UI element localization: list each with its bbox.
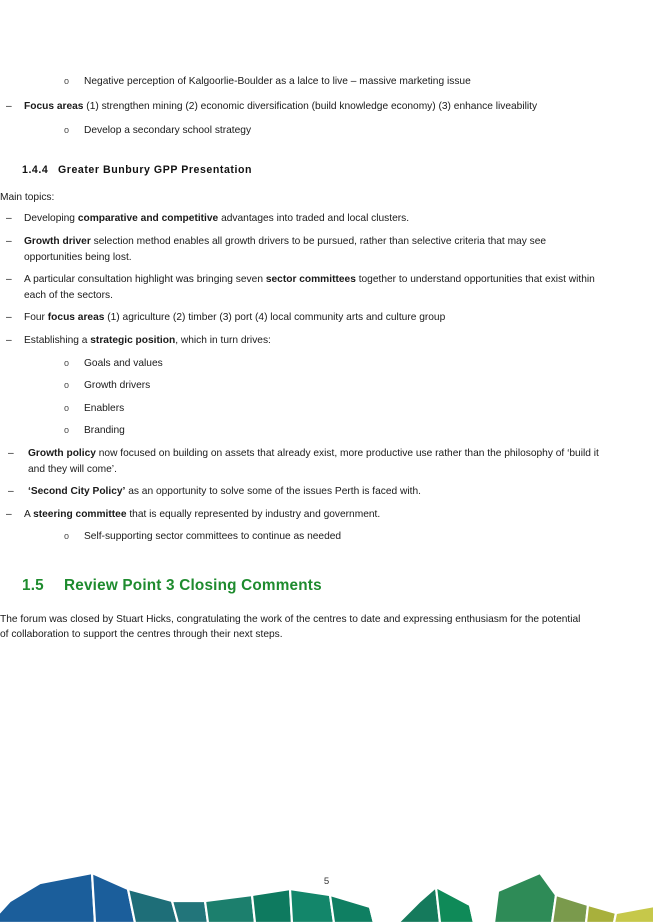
heading-1-5 xyxy=(0,576,653,596)
list-item xyxy=(0,211,653,227)
list-item-emphasis: Growth policy xyxy=(28,447,96,459)
list-item-emphasis: sector committees xyxy=(265,274,356,286)
list-item xyxy=(0,378,653,394)
heading-number: 1.5 xyxy=(22,576,44,594)
circle-bullet-icon: o xyxy=(64,531,70,542)
circle-bullet-icon: o xyxy=(64,76,70,86)
dash-bullet-icon: – xyxy=(6,213,12,225)
dash-bullet-icon: – xyxy=(8,447,14,459)
spacer xyxy=(0,596,653,612)
list-item-text-tail: (1) agriculture (2) timber (3) port (4) local community arts and culture group xyxy=(104,312,446,324)
dash-bullet-icon: – xyxy=(6,100,12,112)
list-item xyxy=(0,333,653,349)
list-item-text: Establishing a xyxy=(24,334,91,346)
dash-bullet-icon: – xyxy=(6,312,12,324)
main-topics-label: Main topics: xyxy=(0,191,55,203)
list-item-text: now focused on building on assets that already exist, more productive use rather than the philosophy of ‘build it and they will come’. xyxy=(28,447,599,475)
list-item-text: Branding xyxy=(84,425,125,437)
circle-bullet-icon: o xyxy=(64,357,70,368)
list-item xyxy=(0,484,653,500)
spacer xyxy=(0,178,653,190)
list-item-emphasis: Growth driver xyxy=(24,235,91,247)
list-item-text: Enablers xyxy=(84,402,125,414)
list-item-emphasis: Focus areas xyxy=(24,100,84,112)
list-item xyxy=(0,423,653,439)
circle-bullet-icon: o xyxy=(64,125,70,136)
spacer xyxy=(0,140,653,162)
list-item-text: Developing xyxy=(24,213,78,225)
spacer xyxy=(0,546,653,576)
list-item-emphasis: ‘Second City Policy’ xyxy=(28,486,126,498)
heading-number: 1.4.4 xyxy=(22,163,49,176)
footer-decorative-band xyxy=(0,861,653,923)
list-item xyxy=(0,446,653,477)
list-item-emphasis: comparative and competitive xyxy=(77,213,219,225)
list-item-emphasis: steering committee xyxy=(33,508,127,520)
page-number: 5 xyxy=(323,876,330,887)
dash-bullet-icon: – xyxy=(6,274,12,286)
list-item-text-tail: , which in turn drives: xyxy=(175,334,271,346)
list-item xyxy=(0,74,653,90)
closing-paragraph: The forum was closed by Stuart Hicks, congratulating the work of the centres to date and expressing enthusiasm for the potential of collaboration to support the centres through their next steps. xyxy=(0,613,581,641)
circle-bullet-icon: o xyxy=(64,380,70,391)
heading-title: Review Point 3 Closing Comments xyxy=(64,576,322,594)
list-item xyxy=(0,234,653,265)
list-item-text-tail: advantages into traded and local clusters. xyxy=(218,213,410,225)
dash-bullet-icon: – xyxy=(8,486,14,498)
list-item-emphasis: focus areas xyxy=(47,312,105,324)
list-item xyxy=(0,507,653,523)
circle-bullet-icon: o xyxy=(64,402,70,413)
list-item-text: Goals and values xyxy=(84,357,163,369)
list-item-text: Negative perception of Kalgoorlie-Boulder as a lalce to live – massive marketing issue xyxy=(84,76,471,87)
list-item-text: Growth drivers xyxy=(84,380,151,392)
circle-bullet-icon: o xyxy=(64,425,70,436)
list-item-text: Self-supporting sector committees to continue as needed xyxy=(84,531,342,543)
list-item-text: (1) strengthen mining (2) economic diversification (build knowledge economy) (3) enhance liveability xyxy=(83,100,538,112)
list-item xyxy=(0,272,653,303)
list-item-text-tail: together to understand opportunities that exist within each of the sectors. xyxy=(24,274,595,301)
list-item-text: selection method enables all growth drivers to be pursued, rather than selective criteria that may see opportunities being lost. xyxy=(24,235,547,263)
list-item xyxy=(0,401,653,417)
heading-title: Greater Bunbury GPP Presentation xyxy=(58,163,253,176)
list-item-text: A xyxy=(24,508,34,520)
list-item xyxy=(0,529,653,545)
list-item xyxy=(0,310,653,326)
list-item-text-tail: that is equally represented by industry and government. xyxy=(126,508,381,520)
dash-bullet-icon: – xyxy=(6,334,12,346)
list-item xyxy=(0,99,653,115)
heading-1-4-4 xyxy=(0,162,653,178)
list-item-emphasis: strategic position xyxy=(90,334,176,346)
list-item-text: Develop a secondary school strategy xyxy=(84,125,252,137)
list-item-text: A particular consultation highlight was bringing seven xyxy=(24,274,266,286)
list-item xyxy=(0,356,653,372)
dash-bullet-icon: – xyxy=(6,235,12,247)
list-item-text: as an opportunity to solve some of the issues Perth is faced with. xyxy=(125,486,421,498)
list-item xyxy=(0,123,653,139)
spacer xyxy=(0,91,653,99)
list-item-text: Four xyxy=(24,312,48,324)
dash-bullet-icon: – xyxy=(6,508,12,520)
spacer xyxy=(0,115,653,123)
